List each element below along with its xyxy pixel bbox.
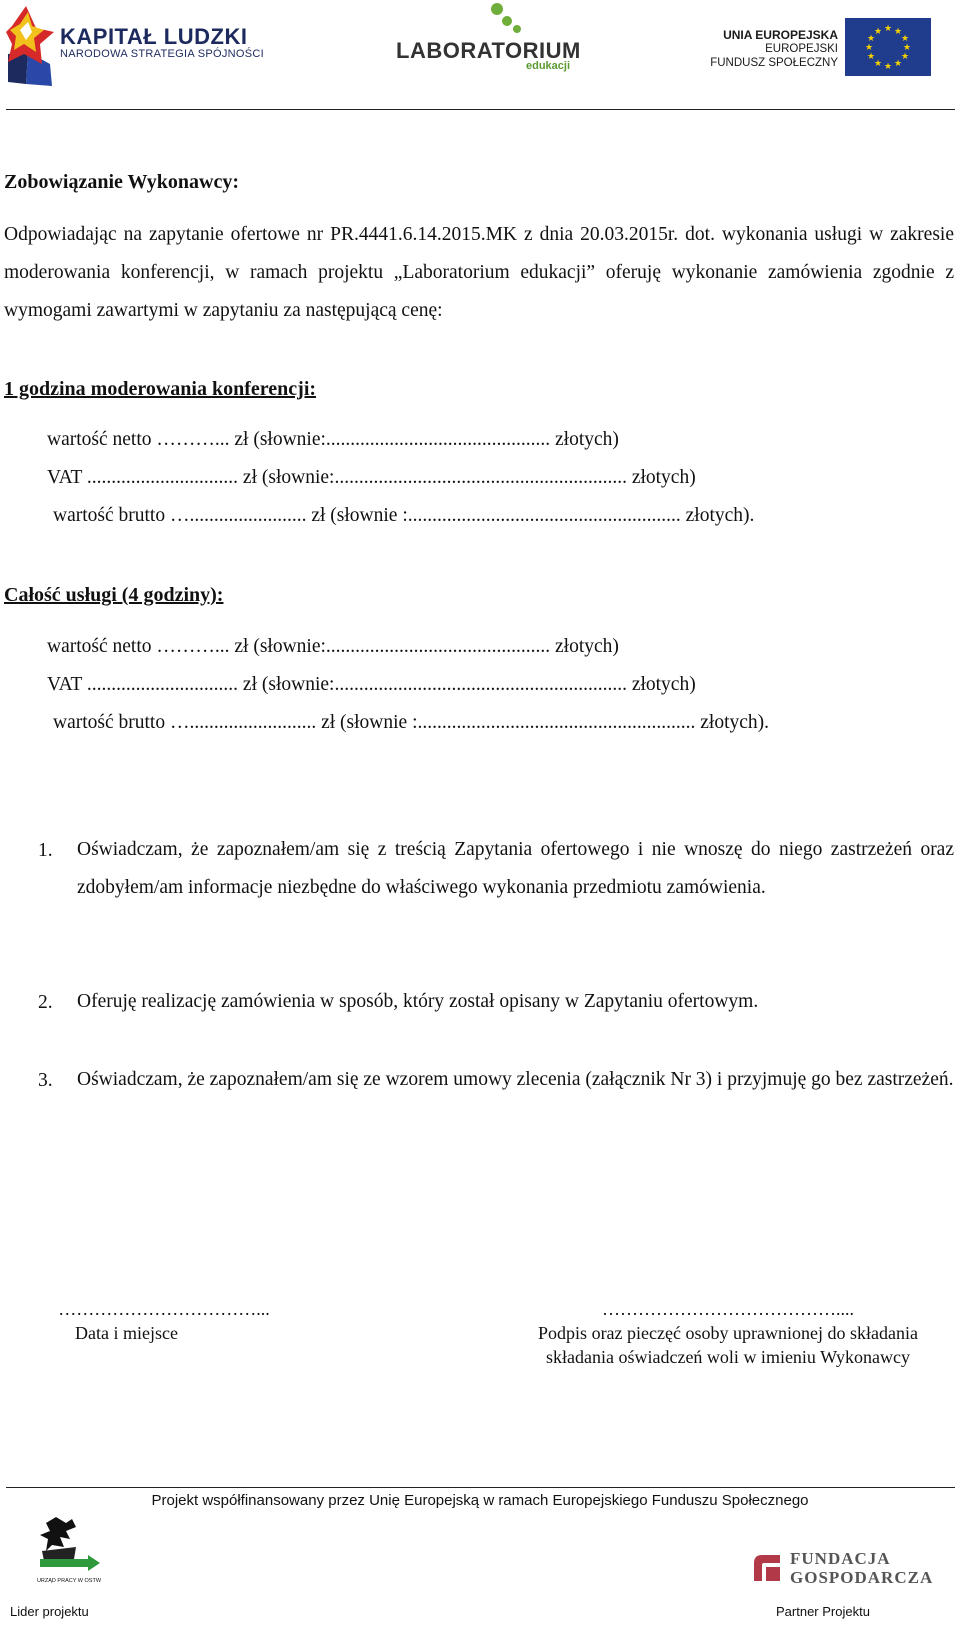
item-2-text: Oferuję realizację zamówienia w sposób, który został opisany w Zapytaniu ofertowym. — [77, 991, 759, 1012]
eu-text-block — [710, 28, 838, 70]
signature-label-line-2: składania oświadczeń woli w imieniu Wykonawcy — [546, 1347, 910, 1367]
svg-text:★: ★ — [900, 34, 910, 44]
footer-divider — [6, 1487, 955, 1488]
svg-text:★: ★ — [864, 43, 874, 53]
fundacja-gospodarcza-text — [790, 1549, 933, 1587]
laboratorium-subtitle: edukacji — [526, 60, 571, 72]
fg-line-2: GOSPODARCZA — [790, 1568, 934, 1587]
fg-line-1: FUNDACJA — [790, 1549, 891, 1568]
section1-vat: VAT ............................... zł (słownie:............................................................ złotych) — [47, 467, 696, 488]
eu-flag-icon — [845, 18, 931, 76]
date-place-label: Data i miejsce — [75, 1323, 178, 1343]
eu-line-1: UNIA EUROPEJSKA — [723, 28, 838, 42]
svg-text:★: ★ — [900, 52, 910, 62]
laboratorium-dots-icon — [490, 2, 530, 40]
section2-title: Całość usługi (4 godziny): — [4, 584, 224, 606]
svg-text:★: ★ — [866, 52, 876, 62]
partner-projektu-label: Partner Projektu — [776, 1604, 870, 1619]
svg-text:★: ★ — [866, 34, 876, 44]
fundacja-gospodarcza-logo — [750, 1551, 784, 1585]
svg-text:★: ★ — [883, 24, 893, 34]
svg-text:★: ★ — [893, 59, 903, 69]
section1-netto: wartość netto ………... zł (słownie:.............................................. złotych) — [47, 429, 619, 450]
kapital-ludzki-subtitle: NARODOWA STRATEGIA SPÓJNOŚCI — [60, 48, 264, 60]
section2-brutto: wartość brutto ….......................... zł (słownie :......................................................... złotych). — [53, 712, 770, 733]
svg-text:★: ★ — [873, 59, 883, 69]
kapital-ludzki-title: KAPITAŁ LUDZKI — [60, 24, 248, 49]
signature-dots: ………………………………….... — [602, 1299, 854, 1319]
signature-contractor-block — [500, 1297, 956, 1369]
lider-projektu-label: Lider projektu — [10, 1604, 89, 1619]
document-heading: Zobowiązanie Wykonawcy: — [4, 171, 240, 193]
urzad-pracy-caption: URZĄD PRACY W OSTW — [36, 1578, 102, 1584]
section1-brutto: wartość brutto …........................ zł (słownie :........................................................ złotych). — [53, 505, 755, 526]
intro-paragraph: Odpowiadając na zapytanie ofertowe nr PR.4441.6.14.2015.MK z dnia 20.03.2015r. dot. wykonania usługi w zakresie moderowania konferencji, w ramach projektu „Laboratorium edukacji” oferuję wykonanie zamówienia zgodnie z wymogami zawartymi w zapytaniu za następującą cenę: — [4, 224, 954, 321]
eu-line-3: FUNDUSZ SPOŁECZNY — [710, 57, 838, 69]
header-divider — [6, 109, 955, 110]
section2-vat: VAT ............................... zł (słownie:............................................................ złotych) — [47, 674, 696, 695]
date-place-dots: ……………………………... — [58, 1299, 270, 1319]
item-3-number: 3. — [38, 1070, 53, 1091]
item-1-text: Oświadczam, że zapoznałem/am się z treścią Zapytania ofertowego i nie wnoszę do niego zastrzeżeń oraz zdobyłem/am informacje niezbędne do właściwego wykonania przedmiotu zamówienia. — [77, 839, 954, 898]
item-1-number: 1. — [38, 840, 53, 861]
signature-label-line-1: Podpis oraz pieczęć osoby uprawnionej do składania — [538, 1323, 918, 1343]
section1-title: 1 godzina moderowania konferencji: — [4, 378, 317, 400]
svg-text:★: ★ — [893, 27, 903, 37]
cofinance-notice: Projekt współfinansowany przez Unię Europejską w ramach Europejskiego Funduszu Społecznego — [151, 1492, 809, 1509]
kapital-ludzki-logo — [6, 4, 56, 86]
svg-text:★: ★ — [883, 62, 893, 72]
urzad-pracy-logo — [36, 1515, 102, 1577]
item-2-number: 2. — [38, 992, 53, 1013]
svg-text:★: ★ — [902, 43, 912, 53]
eu-line-2: EUROPEJSKI — [765, 43, 838, 55]
signature-date-block — [4, 1297, 324, 1345]
item-3-text: Oświadczam, że zapoznałem/am się ze wzorem umowy zlecenia (załącznik Nr 3) i przyjmuję go bez zastrzeżeń. — [77, 1069, 954, 1090]
section2-netto: wartość netto ………... zł (słownie:.............................................. złotych) — [47, 636, 619, 657]
laboratorium-title: LABORATORIUM — [396, 38, 581, 63]
svg-text:★: ★ — [873, 27, 883, 37]
